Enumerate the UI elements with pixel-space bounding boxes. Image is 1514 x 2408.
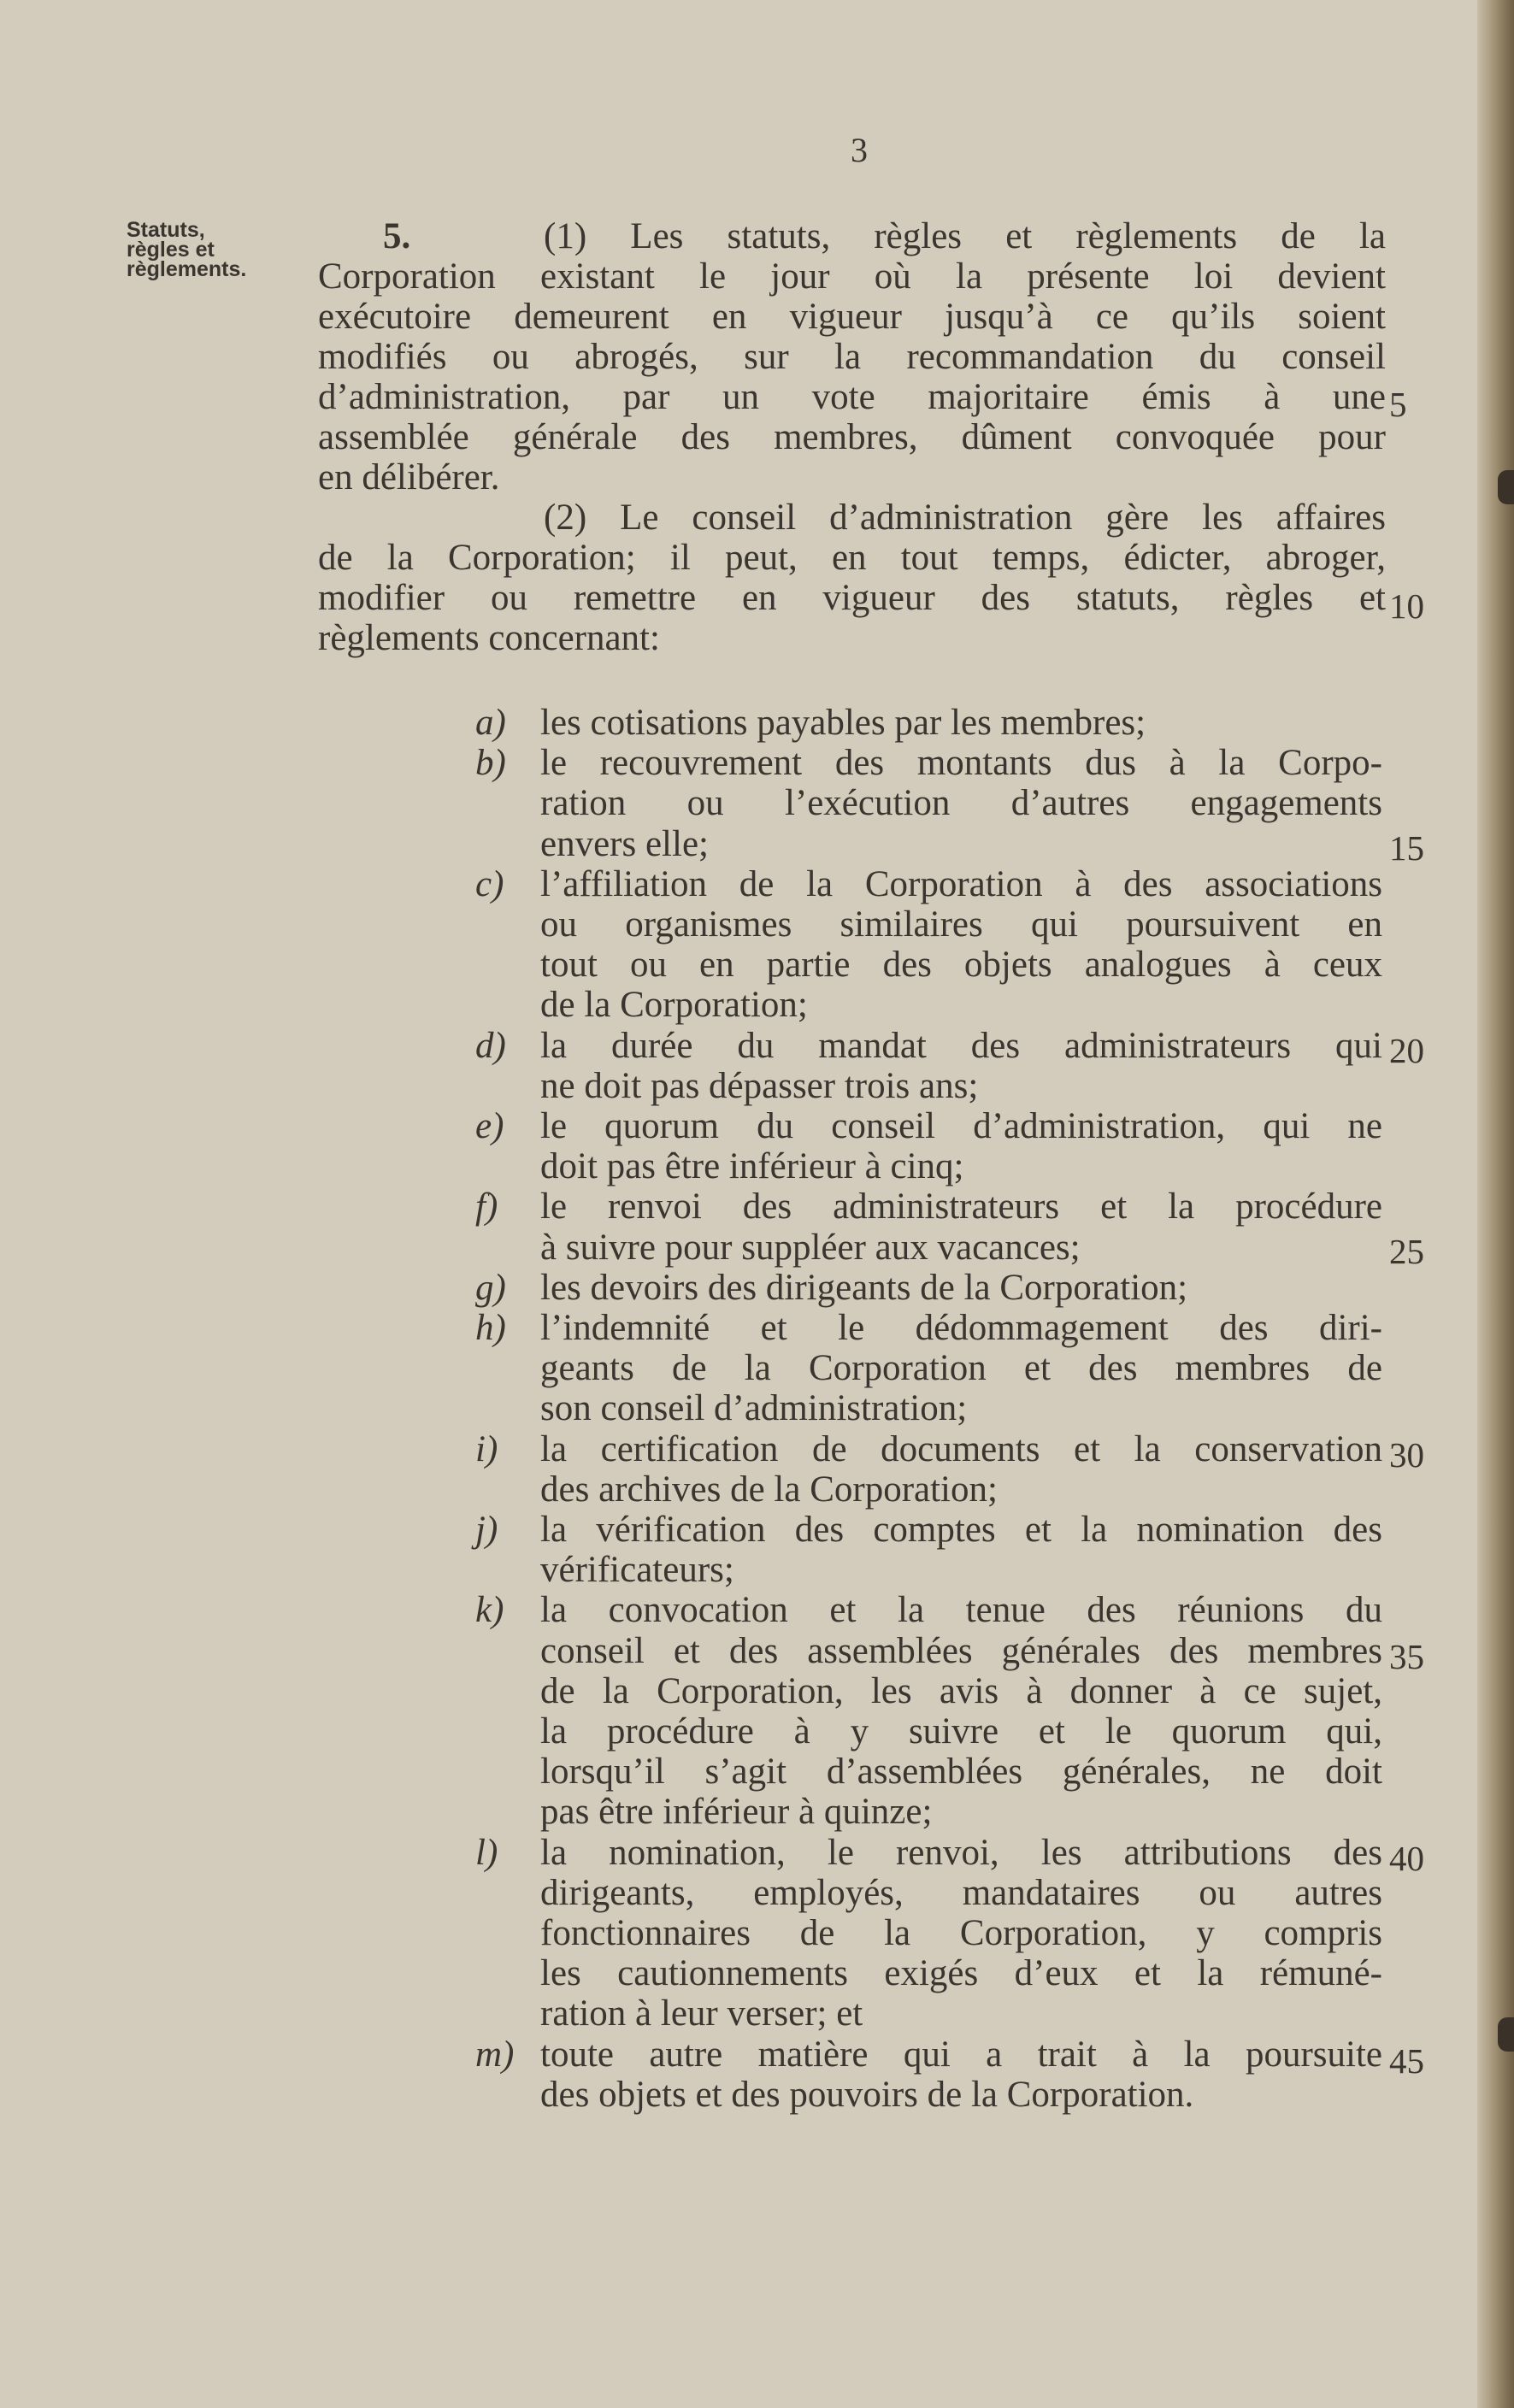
item-label: h): [475, 1308, 506, 1348]
line-number: 15: [1389, 828, 1424, 868]
item-text-line: la vérification des comptes et la nomination des: [540, 1510, 1382, 1550]
text-line: assemblée générale des membres, dûment convoquée pour: [318, 417, 1386, 457]
item-text-line: de la Corporation;: [540, 985, 808, 1026]
line-number: 40: [1389, 1839, 1424, 1878]
text-line: (2) Le conseil d’administration gère les affaires: [544, 497, 1386, 538]
item-text-line: la convocation et la tenue des réunions du: [540, 1590, 1382, 1631]
text-line: Corporation existant le jour où la présente loi devient: [318, 256, 1386, 297]
item-text-line: à suivre pour suppléer aux vacances;: [540, 1227, 1081, 1268]
line-number: 25: [1389, 1232, 1424, 1271]
margin-note-line: règlements.: [127, 257, 247, 281]
item-text-line: son conseil d’administration;: [540, 1388, 968, 1429]
item-text-line: ne doit pas dépasser trois ans;: [540, 1065, 979, 1106]
item-text-line: des archives de la Corporation;: [540, 1469, 998, 1510]
item-text-line: geants de la Corporation et des membres de: [540, 1348, 1382, 1389]
text-line: modifier ou remettre en vigueur des statuts, règles et: [318, 578, 1386, 618]
item-text-line: doit pas être inférieur à cinq;: [540, 1146, 964, 1187]
item-text-line: tout ou en partie des objets analogues à ceux: [540, 945, 1382, 986]
section-number: 5.: [383, 216, 411, 256]
item-text-line: les cotisations payables par les membres;: [540, 703, 1146, 743]
item-label: b): [475, 743, 506, 784]
line-number: 30: [1389, 1435, 1424, 1475]
page-number: 3: [851, 131, 868, 169]
item-label: g): [475, 1267, 506, 1308]
item-text-line: la procédure à y suivre et le quorum qui,: [540, 1711, 1382, 1752]
binding-mark: [1498, 2017, 1514, 2052]
margin-note-line: Statuts,: [127, 218, 205, 242]
margin-note-line: règles et: [127, 238, 215, 262]
item-text-line: conseil et des assemblées générales des membres: [540, 1630, 1382, 1671]
line-number: 35: [1389, 1637, 1424, 1676]
margin-note: [127, 218, 280, 281]
item-text-line: vérificateurs;: [540, 1550, 734, 1591]
item-label: e): [475, 1106, 504, 1146]
item-text-line: le recouvrement des montants dus à la Corpo-: [540, 743, 1382, 784]
item-label: f): [475, 1186, 498, 1228]
text-line: de la Corporation; il peut, en tout temps, édicter, abroger,: [318, 538, 1386, 578]
item-label: j): [475, 1510, 498, 1550]
item-text-line: les devoirs des dirigeants de la Corporation;: [540, 1267, 1188, 1308]
item-text-line: toute autre matière qui a trait à la poursuite: [540, 2034, 1382, 2075]
item-text-line: l’affiliation de la Corporation à des associations: [540, 863, 1382, 904]
text-line: d’administration, par un vote majoritaire émis à une: [318, 377, 1386, 417]
item-text-line: la nomination, le renvoi, les attributions des: [540, 1832, 1382, 1873]
item-text-line: dirigeants, employés, mandataires ou autres: [540, 1872, 1382, 1913]
binding-mark: [1498, 470, 1514, 504]
text-line: en délibérer.: [318, 457, 500, 497]
item-text-line: les cautionnements exigés d’eux et la rémuné-: [540, 1953, 1382, 1994]
item-text-line: pas être inférieur à quinze;: [540, 1792, 933, 1833]
text-line: exécutoire demeurent en vigueur jusqu’à ce qu’ils soient: [318, 297, 1386, 337]
item-text-line: la durée du mandat des administrateurs qui: [540, 1025, 1382, 1066]
item-text-line: ou organismes similaires qui poursuivent en: [540, 904, 1382, 945]
item-label: d): [475, 1025, 506, 1066]
text-line: (1) Les statuts, règles et règlements de la: [544, 216, 1386, 256]
line-number: 20: [1389, 1031, 1424, 1070]
text-line: règlements concernant:: [318, 618, 660, 658]
line-number: 10: [1389, 586, 1424, 626]
item-text-line: l’indemnité et le dédommagement des diri-: [540, 1308, 1382, 1348]
item-text-line: fonctionnaires de la Corporation, y compris: [540, 1913, 1382, 1953]
item-label: m): [475, 2034, 515, 2075]
item-text-line: le renvoi des administrateurs et la procédure: [540, 1186, 1382, 1228]
item-label: i): [475, 1428, 498, 1469]
line-number: 45: [1389, 2041, 1424, 2081]
item-text-line: lorsqu’il s’agit d’assemblées générales, ne doit: [540, 1752, 1382, 1793]
line-number: 5: [1389, 385, 1407, 424]
item-label: a): [475, 703, 506, 743]
text-line: modifiés ou abrogés, sur la recommandation du conseil: [318, 337, 1386, 377]
item-label: l): [475, 1832, 498, 1873]
item-text-line: ration à leur verser; et: [540, 1993, 863, 2034]
item-text-line: ration ou l’exécution d’autres engagements: [540, 783, 1382, 824]
item-label: k): [475, 1590, 504, 1631]
item-text-line: des objets et des pouvoirs de la Corporation.: [540, 2074, 1194, 2115]
item-text-line: de la Corporation, les avis à donner à ce sujet,: [540, 1670, 1382, 1711]
item-label: c): [475, 863, 504, 904]
item-text-line: envers elle;: [540, 823, 709, 864]
item-text-line: la certification de documents et la conservation: [540, 1428, 1382, 1469]
item-text-line: le quorum du conseil d’administration, qui ne: [540, 1106, 1382, 1146]
